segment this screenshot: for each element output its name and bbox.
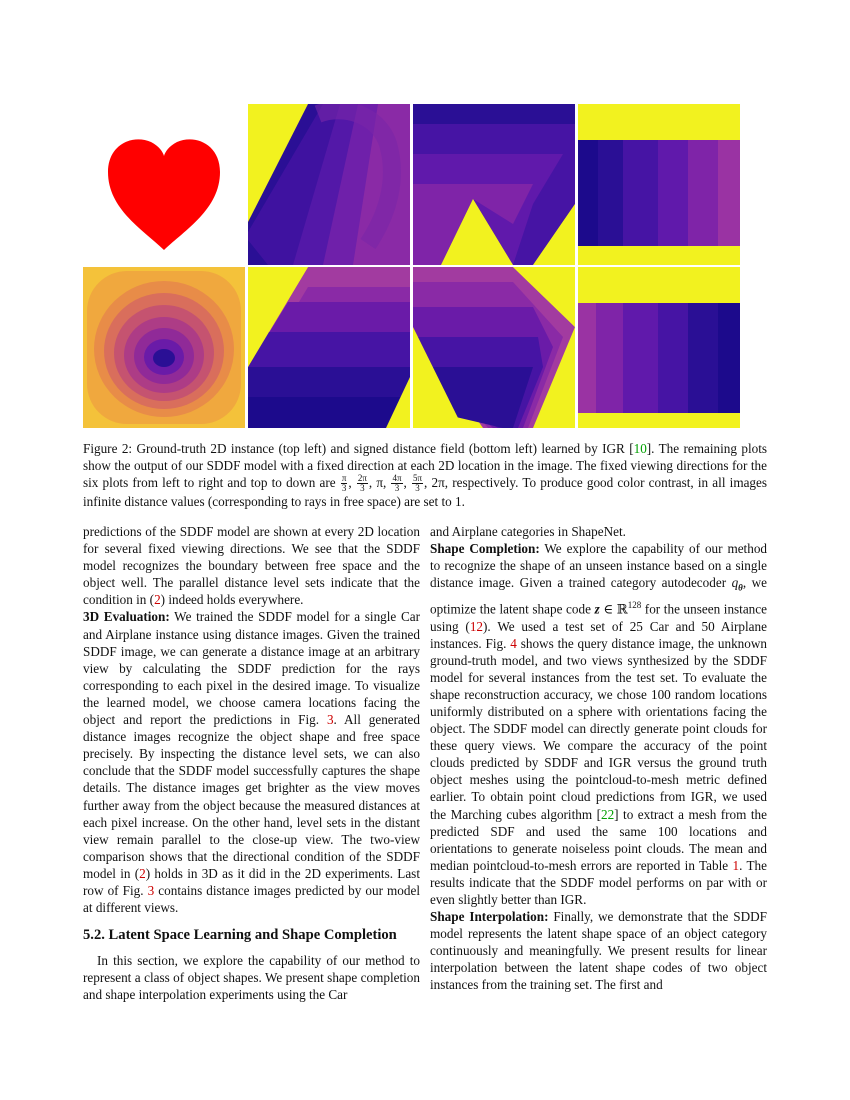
heart-ground-truth-image xyxy=(83,104,245,265)
paragraph-heading: Shape Completion: xyxy=(430,541,540,557)
figure-link[interactable]: 3 xyxy=(326,712,334,728)
sddf-view-2pi-panel xyxy=(578,267,740,428)
right-column xyxy=(430,523,767,994)
sddf-view-4pi-3-panel xyxy=(248,267,410,428)
fraction: $\frac{\pi}{3}$ xyxy=(341,473,347,494)
fraction: $\frac{5\pi}{3}$ xyxy=(413,473,423,494)
sddf-view-pi-3-panel xyxy=(248,104,410,265)
sddf-view-pi-panel xyxy=(578,104,740,265)
igr-signed-distance-field-panel xyxy=(83,267,245,428)
equation-link[interactable]: 12 xyxy=(469,618,484,634)
sddf-view-pi-3-image xyxy=(248,104,410,265)
paragraph: and Airplane categories in ShapeNet. xyxy=(430,524,626,539)
paragraph: In this section, we explore the capability of our method to represent a class of object shapes. We present shape completion and shape interpolation experiments using the Car xyxy=(83,953,420,1003)
sddf-view-pi-image xyxy=(578,104,740,265)
left-column xyxy=(83,523,420,1003)
fraction: $\frac{2\pi}{3}$ xyxy=(357,473,367,494)
paragraph: 3D Evaluation: We trained the SDDF model for a single Car and Airplane instance using distance images. Given the trained SDDF image, we can generate a distance image at an arbitrary view by calculating the SDDF prediction for the rays corresponding to each pixel in the desired image. To visualize the learned model, we choose camera locations facing the object and report the predictions in Fig. 3. All generated distance images recognize the object shape and free space precisely. By inspecting the distance level sets, we can also conclude that the SDDF model successfully captures the shape details. The distance images get brighter as the view moves further away from the object because the measured distances at each pixel increase. On the other hand, level sets in the distant view remain parallel to the close-up view. The two-view comparison shows that the directional condition of the SDDF model in (2) holds in 3D as it did in the 2D experiments. Last row of Fig. 3 contains distance images predicted by our model at different views. xyxy=(83,609,421,916)
igr-signed-distance-field-image xyxy=(83,267,245,428)
sddf-view-4pi-3-image xyxy=(248,267,410,428)
figure-link[interactable]: 4 xyxy=(510,635,517,651)
equation-link[interactable]: 2 xyxy=(154,592,161,608)
paragraph: Shape Interpolation: Finally, we demonstrate that the SDDF model represents the latent shape space of an object category continuously and meaningfully. We present results for linear interpolation between the latent shape codes of two object instances from the training set. The first and xyxy=(430,909,767,993)
sddf-view-2pi-3-panel xyxy=(413,104,575,265)
equation-link[interactable]: 2 xyxy=(139,865,146,881)
paragraph-heading: 3D Evaluation: xyxy=(83,609,170,625)
citation-link[interactable]: 10 xyxy=(633,441,647,456)
heart-ground-truth-panel xyxy=(83,104,245,265)
sddf-view-5pi-3-panel xyxy=(413,267,575,428)
citation-link[interactable]: 22 xyxy=(600,806,615,822)
paragraph-heading: Shape Interpolation: xyxy=(430,909,549,925)
figure-2 xyxy=(83,104,767,428)
sddf-view-5pi-3-image xyxy=(413,267,575,428)
paragraph: predictions of the SDDF model are shown at every 2D location for several fixed viewing directions. We see that the SDDF model recognizes the boundary between free space and the object well. The parallel distance level sets indicate that the condition in (2) indeed holds everywhere. xyxy=(83,524,420,608)
fraction: $\frac{4\pi}{3}$ xyxy=(392,473,402,494)
table-link[interactable]: 1 xyxy=(732,857,740,873)
sddf-view-2pi-3-image xyxy=(413,104,575,265)
sddf-view-2pi-image xyxy=(578,267,740,428)
figure-caption: Figure 2: Ground-truth 2D instance (top left) and signed distance field (bottom left) learned by IGR [10]. The remaining plots show the output of our SDDF model with a fixed direction at each 2D location in the image. The fixed viewing directions for the six plots from left to right and top to down are $\frac{\pi}{3}$ , $\frac{2\pi}{3}$ , π, $\frac{4\pi}{3}$ , $\frac{5\pi}{3}$ , 2π, respectively. To produce good color contrast, in all images infinite distance values (corresponding to rays in free space) are set to 1. xyxy=(83,441,768,510)
figure-link[interactable]: 3 xyxy=(147,882,155,898)
section-heading: 5.2. Latent Space Learning and Shape Completion xyxy=(83,927,397,944)
paragraph: Shape Completion: We explore the capability of our method to recognize the shape of an unseen instance based on a single distance image. Given a trained category autodecoder $q_\theta$, we optimize the latent shape code z ∈ ℝ$^{128}$ for the unseen instance using (12). We used a test set of 25 Car and 50 Airplane instances. Fig. 4 shows the query distance image, the unknown ground-truth model, and two views synthesized by the SDDF model for several instances from the test set. To evaluate the shape reconstruction accuracy, we chose 100 random locations uniformly distributed on a sphere with orientations facing the object. The SDDF model can directly generate point clouds for these query views. We compare the accuracy of the point clouds predicted by SDDF and IGR versus the ground truth object meshes using the pointcloud-to-mesh metric defined earlier. To obtain point cloud predictions from IGR, we used the Marching cubes algorithm [22] to extract a mesh from the predicted SDF and used the same 100 locations and orientations to generate noiseless point clouds. The mean and median pointcloud-to-mesh errors are reported in Table 1. The results indicate that the SDDF model performs on par with or even slightly better than IGR. xyxy=(430,541,768,907)
